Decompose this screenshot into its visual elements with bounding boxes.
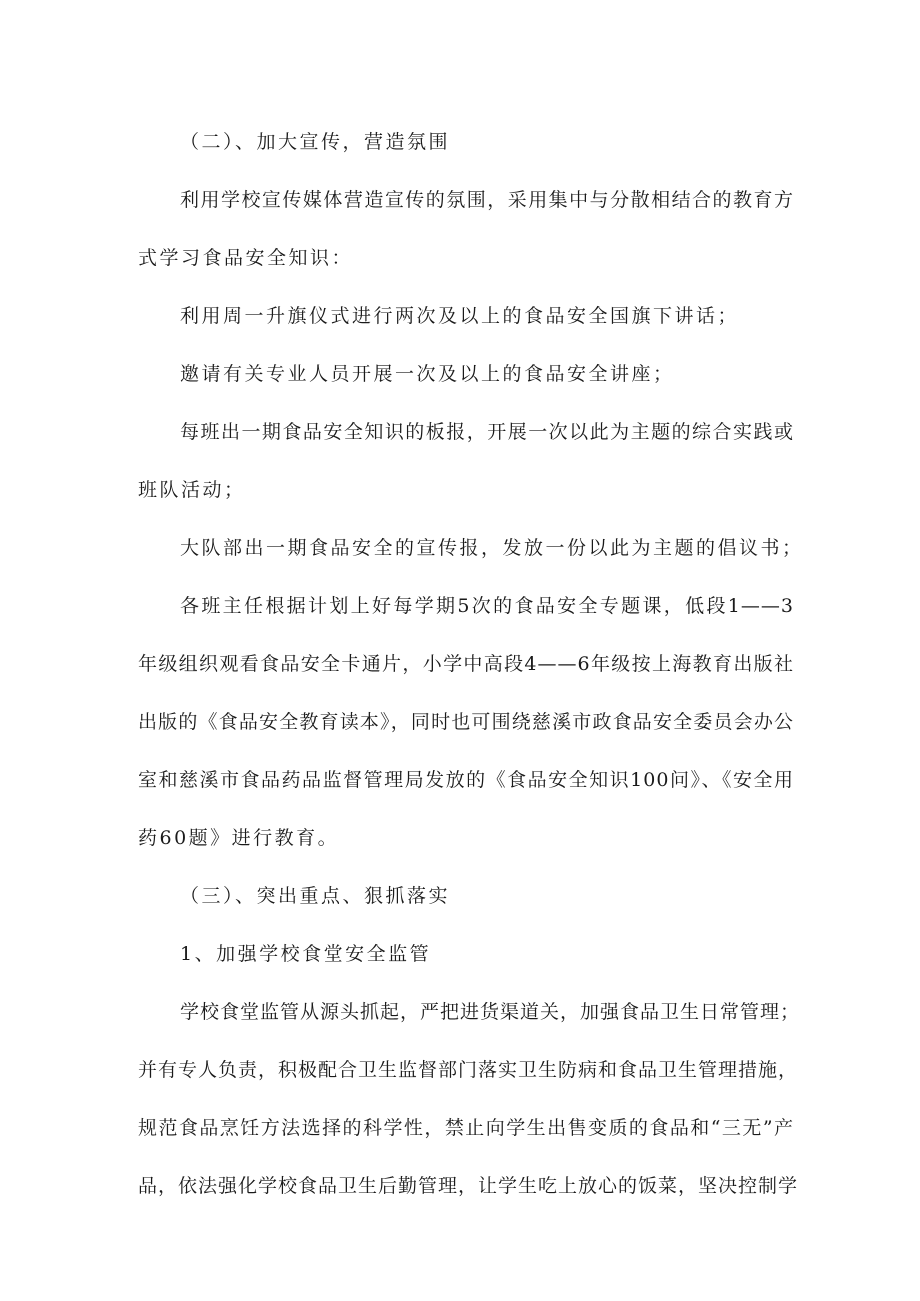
subsection-heading: 1、加强学校食堂安全监管 <box>180 943 432 965</box>
paragraph-line: 邀请有关专业人员开展一次及以上的食品安全讲座； <box>180 363 675 385</box>
paragraph-line: 利用周一升旗仪式进行两次及以上的食品安全国旗下讲话； <box>180 305 740 327</box>
paragraph-line: 班队活动； <box>138 479 246 501</box>
section-heading-3: （三）、突出重点、狠抓落实 <box>180 885 451 907</box>
paragraph-line: 规范食品烹饪方法选择的科学性，禁止向学生出售变质的食品和“三无”产 <box>138 1117 794 1139</box>
paragraph-line: 并有专人负责，积极配合卫生监督部门落实卫生防病和食品卫生管理措施， <box>138 1059 799 1081</box>
paragraph-line: 品，依法强化学校食品卫生后勤管理，让学生吃上放心的饭菜，坚决控制学 <box>138 1175 799 1197</box>
paragraph-line: 各班主任根据计划上好每学期5次的食品安全专题课，低段1——3 <box>180 595 794 617</box>
paragraph-line: 式学习食品安全知识： <box>138 247 354 269</box>
paragraph-line: 年级组织观看食品安全卡通片，小学中高段4——6年级按上海教育出版社 <box>138 653 794 675</box>
paragraph-line: 室和慈溪市食品药品监督管理局发放的《食品安全知识100问》、《安全用 <box>138 769 794 791</box>
paragraph-line: 出版的《食品安全教育读本》，同时也可围绕慈溪市政食品安全委员会办公 <box>138 711 794 733</box>
section-heading-2: （二）、加大宣传，营造氛围 <box>180 131 451 153</box>
paragraph-line: 每班出一期食品安全知识的板报，开展一次以此为主题的综合实践或 <box>180 421 794 443</box>
paragraph-line: 学校食堂监管从源头抓起，严把进货渠道关，加强食品卫生日常管理； <box>180 1001 801 1023</box>
paragraph-line: 利用学校宣传媒体营造宣传的氛围，采用集中与分散相结合的教育方 <box>180 189 794 211</box>
paragraph-line: 大队部出一期食品安全的宣传报，发放一份以此为主题的倡议书； <box>180 537 804 559</box>
paragraph-line: 药60题》进行教育。 <box>138 827 340 849</box>
